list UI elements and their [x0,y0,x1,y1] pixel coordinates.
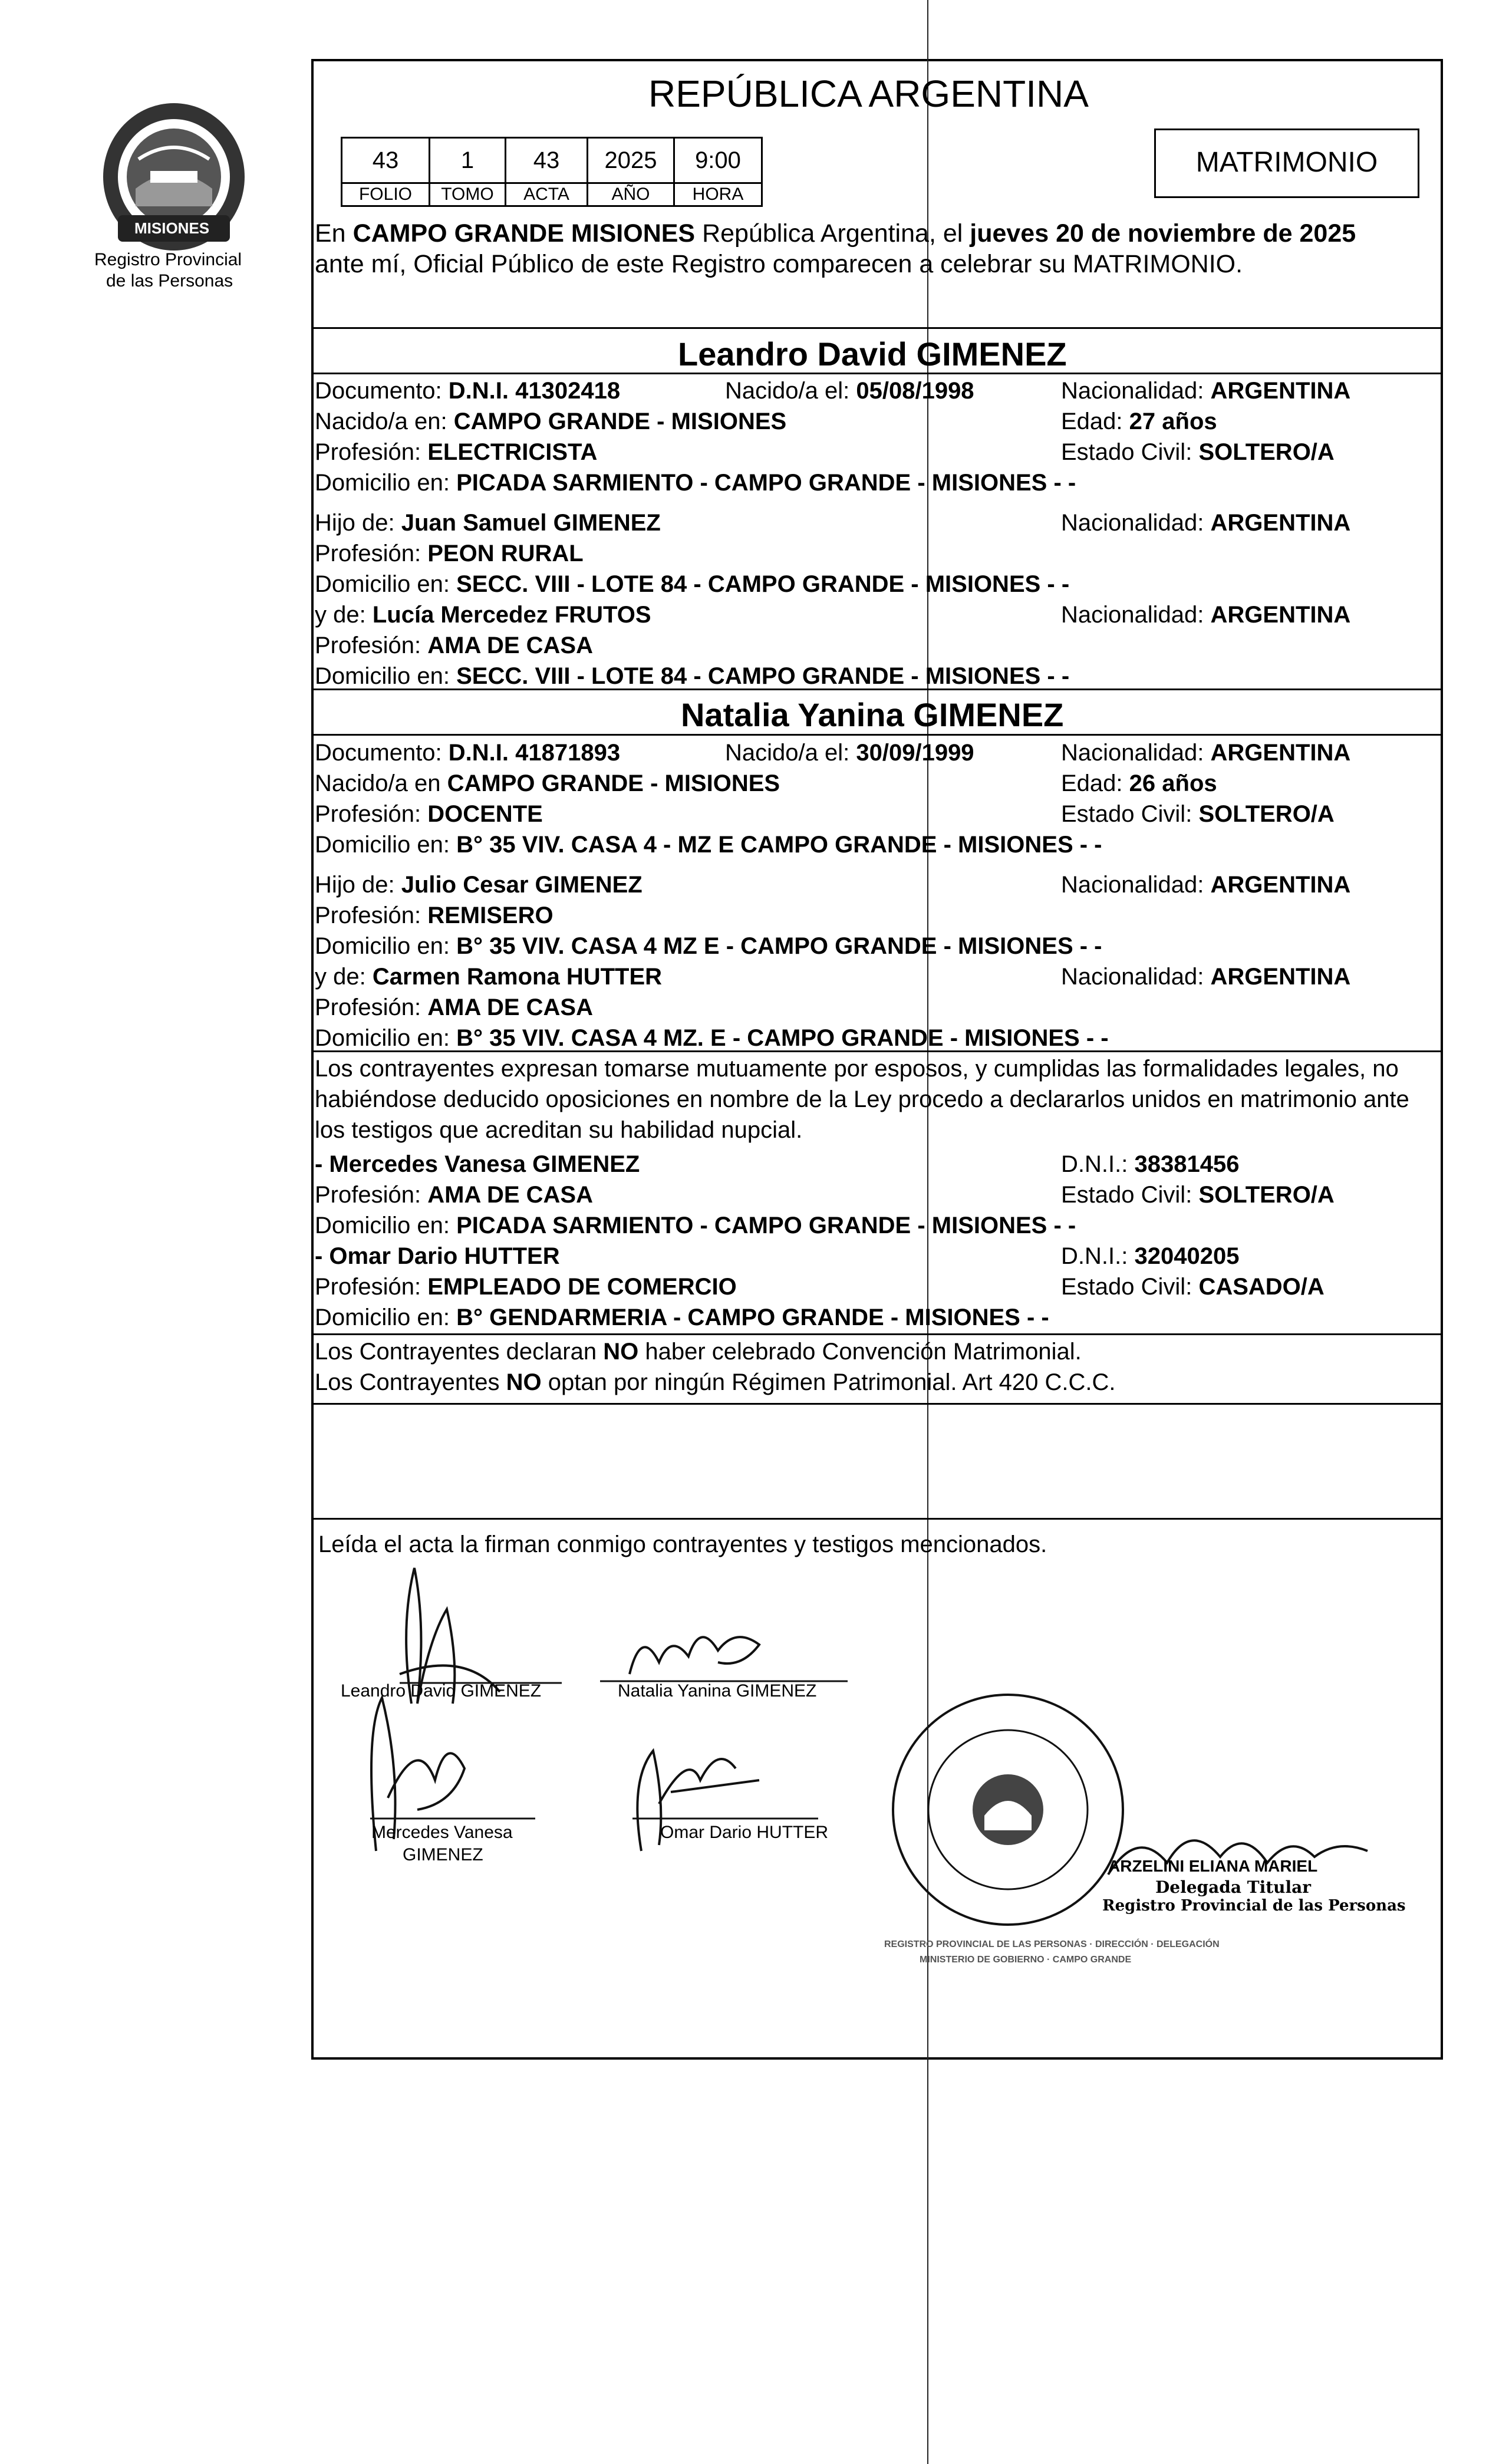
witness2-name: - Omar Dario HUTTER [315,1243,560,1269]
witness2-dni: D.N.I.: 32040205 [1061,1243,1240,1269]
spouse2-birthplace: Nacido/a en CAMPO GRANDE - MISIONES [315,770,780,796]
spouse2-civil-status: Estado Civil: SOLTERO/A [1061,801,1335,827]
spouse2-name: Natalia Yanina GIMENEZ [681,696,1064,733]
signature1-caption: Leandro David GIMENEZ [341,1681,542,1701]
ceremony-line-2: habiéndose deducido oposiciones en nombre de la Ley procedo a declararlos unidos en matrimonio ante [315,1086,1409,1112]
spouse2-address: Domicilio en: B° 35 VIV. CASA 4 - MZ E CAMPO GRANDE - MISIONES - - [315,832,1102,858]
spouse1-document: Documento: D.N.I. 41302418 [315,378,621,404]
signature2-caption: Natalia Yanina GIMENEZ [618,1681,817,1701]
note-convention: Los Contrayentes declaran NO haber celebrado Convención Matrimonial. [315,1339,1082,1365]
divider-notes [311,1403,1443,1405]
official-seal [884,1686,1132,1933]
seal-inner-text: MINISTERIO DE GOBIERNO · CAMPO GRANDE [920,1955,1132,1965]
spouse1-civil-status: Estado Civil: SOLTERO/A [1061,439,1335,465]
read-and-sign-line: Leída el acta la firman conmigo contrayentes y testigos mencionados. [318,1531,1047,1557]
logo-seal-text-bottom: MISIONES [134,219,210,237]
spouse1-birthplace: Nacido/a en: CAMPO GRANDE - MISIONES [315,409,787,434]
spouse2-nationality: Nacionalidad: ARGENTINA [1061,740,1351,766]
spouse2-age: Edad: 26 años [1061,770,1217,796]
tomo-value: 1 [460,147,475,173]
note-regime: Los Contrayentes NO optan por ningún Régimen Patrimonial. Art 420 C.C.C. [315,1369,1116,1395]
official-office: Registro Provincial de las Personas [1102,1897,1406,1915]
spouse2-mother: y de: Carmen Ramona HUTTER [315,964,663,990]
witness2-address: Domicilio en: B° GENDARMERIA - CAMPO GRANDE - MISIONES - - [315,1305,1049,1330]
spouse1-father-address: Domicilio en: SECC. VIII - LOTE 84 - CAMPO GRANDE - MISIONES - - [315,571,1070,597]
spouse2-birthdate: Nacido/a el: 30/09/1999 [725,740,974,766]
anio-value: 2025 [604,147,657,173]
spouse1-name: Leandro David GIMENEZ [678,335,1067,373]
spouse1-birthdate: Nacido/a el: 05/08/1998 [725,378,974,404]
official-role: Delegada Titular [1155,1877,1312,1897]
witness1-name: - Mercedes Vanesa GIMENEZ [315,1151,640,1177]
hora-label: HORA [692,185,744,204]
divider-witnesses [311,1333,1443,1335]
spouse1-address: Domicilio en: PICADA SARMIENTO - CAMPO GRANDE - MISIONES - - [315,470,1076,496]
ceremony-line-3: los testigos que acreditan su habilidad nupcial. [315,1117,803,1143]
spouse1-father: Hijo de: Juan Samuel GIMENEZ [315,510,661,536]
tomo-label: TOMO [441,185,494,204]
spouse1-nationality: Nacionalidad: ARGENTINA [1061,378,1351,404]
spouse2-father-address: Domicilio en: B° 35 VIV. CASA 4 MZ E - CAMPO GRANDE - MISIONES - - [315,933,1102,959]
doc-type: MATRIMONIO [1195,147,1378,178]
intro-line-1: En CAMPO GRANDE MISIONES República Argentina, el jueves 20 de noviembre de 2025 [315,219,1356,248]
spouse2-profession: Profesión: DOCENTE [315,801,543,827]
anio-label: AÑO [611,185,650,204]
acta-value: 43 [533,147,560,173]
spouse1-age: Edad: 27 años [1061,409,1217,434]
spouse1-father-profession: Profesión: PEON RURAL [315,541,584,566]
spouse2-father: Hijo de: Julio Cesar GIMENEZ [315,872,643,898]
divider-blank [311,1518,1443,1520]
signature3-caption-1: Mercedes Vanesa [371,1823,513,1842]
spouse1-father-nationality: Nacionalidad: ARGENTINA [1061,510,1351,536]
acta-label: ACTA [523,185,569,204]
intro-line-2: ante mí, Oficial Público de este Registro comparecen a celebrar su MATRIMONIO. [315,250,1243,278]
spouse1-mother: y de: Lucía Mercedez FRUTOS [315,602,651,628]
divider-name2 [311,734,1443,736]
document-title: REPÚBLICA ARGENTINA [648,73,1089,115]
witness1-profession: Profesión: AMA DE CASA [315,1182,593,1208]
witness1-address: Domicilio en: PICADA SARMIENTO - CAMPO GRANDE - MISIONES - - [315,1213,1076,1238]
witness1-dni: D.N.I.: 38381456 [1061,1151,1240,1177]
spouse1-mother-nationality: Nacionalidad: ARGENTINA [1061,602,1351,628]
spouse2-document: Documento: D.N.I. 41871893 [315,740,621,766]
spouse2-mother-nationality: Nacionalidad: ARGENTINA [1061,964,1351,990]
spouse2-father-nationality: Nacionalidad: ARGENTINA [1061,872,1351,898]
divider-header [311,327,1443,329]
spouse2-father-profession: Profesión: REMISERO [315,902,553,928]
hora-value: 9:00 [695,147,741,173]
logo-caption-1: Registro Provincial [94,250,242,269]
spouse1-profession: Profesión: ELECTRICISTA [315,439,598,465]
doc-type-box [1154,129,1419,198]
spouse2-mother-address: Domicilio en: B° 35 VIV. CASA 4 MZ. E - CAMPO GRANDE - MISIONES - - [315,1025,1109,1051]
spouse2-mother-profession: Profesión: AMA DE CASA [315,994,593,1020]
witness1-civil-status: Estado Civil: SOLTERO/A [1061,1182,1335,1208]
spouse1-mother-profession: Profesión: AMA DE CASA [315,633,593,658]
spouse1-mother-address: Domicilio en: SECC. VIII - LOTE 84 - CAMPO GRANDE - MISIONES - - [315,663,1070,689]
ceremony-line-1: Los contrayentes expresan tomarse mutuamente por esposos, y cumplidas las formalidades legales, no [315,1056,1399,1082]
official-signature [1102,1816,1379,1886]
folio-value: 43 [372,147,399,173]
witness2-civil-status: Estado Civil: CASADO/A [1061,1274,1325,1300]
signature3-caption-2: GIMENEZ [403,1845,483,1865]
official-name: ARZELINI ELIANA MARIEL [1108,1857,1318,1875]
seal-ring-text: REGISTRO PROVINCIAL DE LAS PERSONAS · DIRECCIÓN · DELEGACIÓN [884,1939,1220,1949]
logo-caption-2: de las Personas [106,271,233,291]
signature4-caption: Omar Dario HUTTER [660,1823,829,1842]
folio-label: FOLIO [358,185,412,204]
witness2-profession: Profesión: EMPLEADO DE COMERCIO [315,1274,737,1300]
logo-seal-text-top: PROVINCIA DE [141,93,218,105]
